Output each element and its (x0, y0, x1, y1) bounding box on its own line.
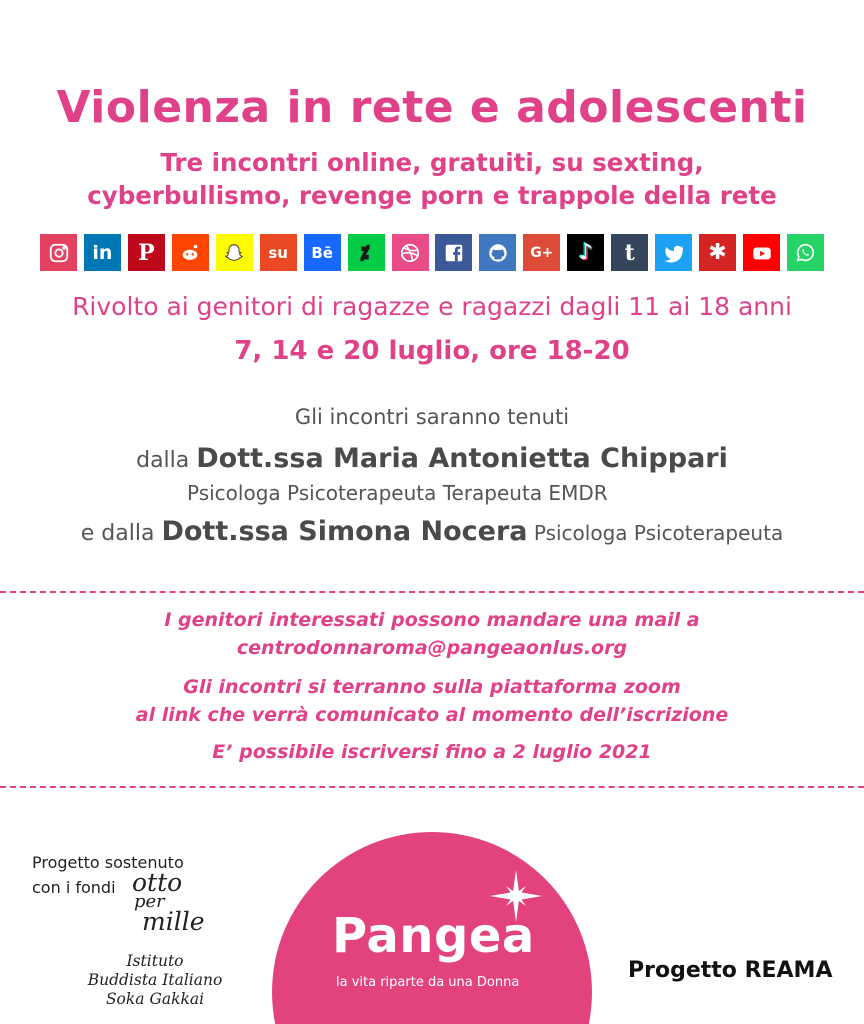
youtube-icon[interactable] (743, 234, 780, 271)
speaker-1-prefix: dalla (136, 448, 197, 473)
instagram-icon[interactable] (40, 234, 77, 271)
pangea-tagline: la vita riparte da una Donna (336, 975, 520, 990)
speaker-1-role: Psicologa Psicoterapeuta Terapeuta EMDR (187, 481, 608, 505)
project-name: Progetto REAMA (628, 958, 833, 983)
otto-word: otto (132, 868, 183, 897)
subtitle-line-1: Tre incontri online, gratuiti, su sexting, (160, 148, 704, 177)
pangea-logo-text: Pangea (332, 908, 535, 964)
subtitle (0, 146, 864, 212)
speaker-1 (0, 443, 864, 474)
page-title: Violenza in rete e adolescenti (56, 82, 808, 133)
speakers-intro: Gli incontri saranno tenuti (294, 405, 570, 429)
tiktok-icon[interactable]: ♪ (567, 234, 604, 271)
behance-icon[interactable]: Bē (304, 234, 341, 271)
linkedin-icon[interactable]: in (84, 234, 121, 271)
istituto-buddista-logo (60, 952, 250, 1009)
speaker-2 (0, 516, 864, 547)
divider-bottom (0, 786, 864, 788)
istituto-line-1: Istituto (126, 952, 184, 970)
otto-per-mille-logo (132, 868, 222, 936)
speaker-1-name: Dott.ssa Maria Antonietta Chippari (196, 443, 728, 474)
per-word: per (134, 891, 165, 912)
social-icons-row (40, 234, 824, 272)
divider-top (0, 591, 864, 593)
pinterest-icon[interactable]: P (128, 234, 165, 271)
whatsapp-icon[interactable] (787, 234, 824, 271)
support-text-line-2: con i fondi (32, 878, 116, 897)
speaker-2-name: Dott.ssa Simona Nocera (161, 516, 528, 547)
tumblr-icon[interactable]: t (611, 234, 648, 271)
yelp-icon[interactable]: ✱ (699, 234, 736, 271)
speaker-2-role: Psicologa Psicoterapeuta (527, 521, 784, 545)
subtitle-line-2: cyberbullismo, revenge porn e trappole della rete (87, 181, 777, 210)
speaker-2-prefix: e dalla (80, 521, 162, 546)
info-platform-text: Gli incontri si terranno sulla piattaforma zoom (183, 676, 681, 698)
deviantart-icon[interactable] (348, 234, 385, 271)
twitter-icon[interactable] (655, 234, 692, 271)
info-link-text: al link che verrà comunicato al momento dell’iscrizione (135, 704, 729, 726)
facebook-icon[interactable] (435, 234, 472, 271)
istituto-line-2: Buddista Italiano (87, 971, 223, 989)
contact-email-link[interactable]: centrodonnaroma@pangeaonlus.org (236, 637, 628, 659)
registration-deadline: E’ possibile iscriversi fino a 2 luglio 2021 (212, 741, 652, 763)
stumbleupon-icon[interactable]: su (260, 234, 297, 271)
mille-word: mille (142, 907, 205, 936)
istituto-line-3: Soka Gakkai (105, 990, 205, 1008)
event-dates: 7, 14 e 20 luglio, ore 18-20 (234, 336, 630, 366)
info-mail-text: I genitori interessati possono mandare una mail a (164, 609, 700, 631)
github-icon[interactable] (479, 234, 516, 271)
reddit-icon[interactable] (172, 234, 209, 271)
support-text-line-1: Progetto sostenuto (32, 853, 184, 872)
snapchat-icon[interactable] (216, 234, 253, 271)
dribbble-icon[interactable] (392, 234, 429, 271)
google-plus-icon[interactable]: G+ (523, 234, 560, 271)
audience-text: Rivolto ai genitori di ragazze e ragazzi dagli 11 ai 18 anni (72, 292, 792, 321)
